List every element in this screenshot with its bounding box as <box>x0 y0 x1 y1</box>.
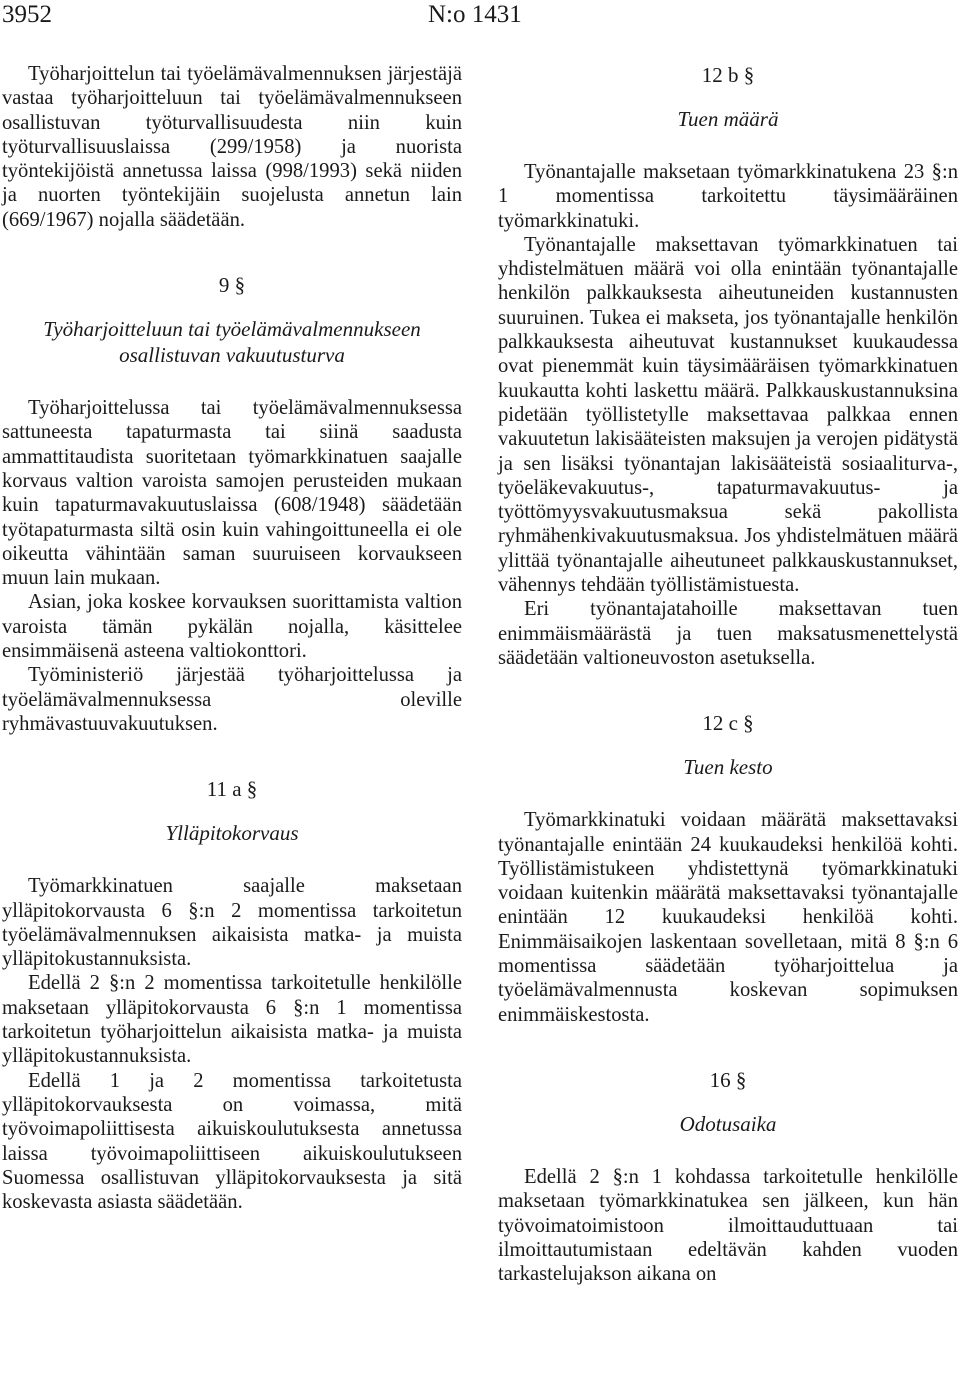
section-9-title-line1: Työharjoitteluun tai työelämävalmennukseen <box>43 317 421 342</box>
section-12c-paragraph-1: Työmarkkinatuki voidaan määrätä maksettavaksi työnantajalle enintään 24 kuukaudeksi henkilöä kohti. Työllistämistukeen yhdistettynä työmarkkinatuki voidaan kuitenkin määrätä maksettavaksi työnantajalle enintään 12 kuukaudeksi henkilöä kohti. Enimmäisaikojen laskentaan sovelletaan, mitä 8 §:n 6 momentissa säädetään työharjoittelua ja työelämävalmennusta koskevan sopimuksen enimmäiskestosta. <box>498 809 958 1026</box>
section-12b-paragraph-1: Työnantajalle maksetaan työmarkkinatukena 23 §:n 1 momentissa tarkoitettu täysimääräinen työmarkkinatuki. <box>498 161 958 232</box>
section-9-paragraph-3: Työministeriö järjestää työharjoittelussa ja työelämävalmennuksessa oleville ryhmävastuuvakuutuksen. <box>2 664 462 735</box>
section-11a-paragraph-3: Edellä 1 ja 2 momentissa tarkoitetusta ylläpitokorvauksesta on voimassa, mitä työvoimapoliittisesta aikuiskoulutuksesta annetussa laissa työvoimapoliittiseen aikuiskoulutukseen Suomessa osallistuvan ylläpitokorvauksesta ja sitä koskevasta asiasta säädetään. <box>2 1069 462 1214</box>
section-12b-paragraph-2: Työnantajalle maksettavan työmarkkinatuen tai yhdistelmätuen määrä voi olla enintään työnantajalle henkilön palkkauksesta aiheutuneiden kustannusten suuruinen. Tukea ei makseta, jos työnantajalle henkilön palkkauksesta aiheutuvat kustannukset kuukaudessa ovat pienemmät kuin täysimääräisen työmarkkinatuen kuukautta kohti laskettu määrä. Palkkauskustannuksina pidetään työllistetylle maksettavaa palkkaa ennen vakuutetun lakisääteisten maksujen ja verojen pidätystä ja sen lisäksi työnantajan lakisääteistä sosiaaliturva-, työeläkevakuutus-, tapaturmavakuutus- ja työttömyysvakuutusmaksua sekä pakollista ryhmähenkivakuutusmaksua. Jos yhdistelmätuen määrä ylittää työnantajalle aiheutuneet palkkauskustannukset, vähennys tehdään työllistämistuesta. <box>498 233 958 597</box>
section-9-title-line2: osallistuvan vakuutusturva <box>119 343 345 368</box>
section-16-paragraph-1: Edellä 2 §:n 1 kohdassa tarkoitetulle henkilölle maksetaan työmarkkinatukea sen jälkeen, kun hän työvoimatoimistoon ilmoittauduttuaan tai ilmoittautumistaan edeltävän kahden vuoden tarkastelujakson aikana on <box>498 1165 958 1286</box>
section-9-paragraph-2: Asian, joka koskee korvauksen suorittamista valtion varoista tämän pykälän nojalla, käsittelee ensimmäisenä asteena valtiokonttori. <box>2 591 462 663</box>
section-12c-number: 12 c § <box>702 711 754 736</box>
page-header <box>0 2 960 28</box>
section-12b-paragraph-3: Eri työnantajatahoille maksettavan tuen enimmäismäärästä ja tuen maksatusmenettelystä säädetään valtioneuvoston asetuksella. <box>498 598 958 669</box>
intro-paragraph: Työharjoittelun tai työelämävalmennuksen järjestäjä vastaa työharjoitteluun tai työelämävalmennukseen osallistuvan työturvallisuudesta niin kuin työturvallisuuslaissa (299/1958) ja nuorista työntekijöistä annetussa laissa (998/1993) sekä niiden ja nuorten työntekijäin suojelusta annetun lain (669/1967) nojalla säädetään. <box>2 63 462 231</box>
section-16-title: Odotusaika <box>679 1111 777 1136</box>
left-column <box>2 62 462 1214</box>
page-number: 3952 <box>2 1 52 28</box>
issue-number: N:o 1431 <box>428 1 522 28</box>
section-11a-title: Ylläpitokorvaus <box>165 821 299 846</box>
section-9-paragraph-1: Työharjoittelussa tai työelämävalmennuksessa sattuneesta tapaturmasta tai siinä saadusta ammattitaudista suoritetaan työmarkkinatuen saajalle korvaus valtion varoista samojen perusteiden mukaan kuin tapaturmavakuutuslaissa (608/1948) säädetään työtapaturmasta siltä osin kuin vahingoittuneella ei ole oikeutta vähintään saman suuruiseen korvaukseen muun lain mukaan. <box>2 397 462 590</box>
section-11a-number: 11 a § <box>206 777 258 802</box>
section-12c-title: Tuen kesto <box>683 755 773 780</box>
right-column <box>498 62 958 1286</box>
section-11a-paragraph-1: Työmarkkinatuen saajalle maksetaan ylläpitokorvausta 6 §:n 2 momentissa tarkoitetun työelämävalmennuksen aikaisista matka- ja muista ylläpitokustannuksista. <box>2 875 462 971</box>
section-9-number: 9 § <box>218 273 246 298</box>
section-12b-title: Tuen määrä <box>677 107 779 131</box>
section-11a-paragraph-2: Edellä 2 §:n 2 momentissa tarkoitetulle henkilölle maksetaan ylläpitokorvausta 6 §:n 1 momentissa tarkoitetun työharjoittelun aikaisista matka- ja muista ylläpitokustannuksista. <box>2 972 462 1068</box>
section-16-number: 16 § <box>709 1067 747 1092</box>
section-12b-number: 12 b § <box>701 63 755 87</box>
